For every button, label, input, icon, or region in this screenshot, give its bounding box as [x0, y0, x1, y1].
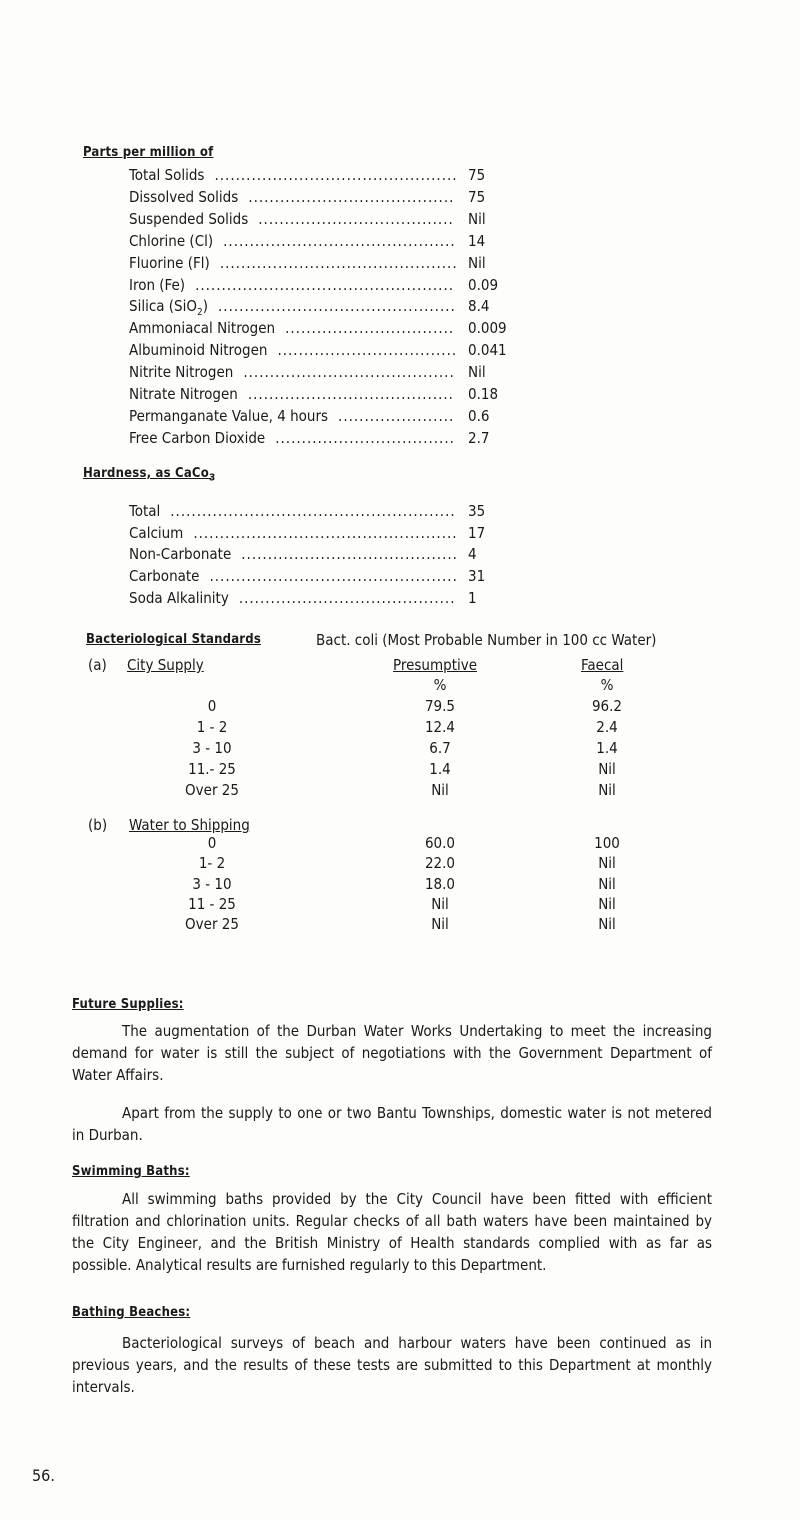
future-p1: The augmentation of the Durban Water Works Undertaking to meet the increasing demand for water is still the subject of negotiations with the Government Department of Water Affairs.	[72, 1022, 712, 1084]
hardness-label: Non-Carbonate	[129, 545, 232, 564]
parts-header: Parts per million of	[83, 145, 214, 160]
bact-presumptive-cell: 22.0	[424, 854, 456, 873]
bact-range-cell: Over 25	[185, 915, 239, 934]
future-header: Future Supplies:	[72, 997, 184, 1012]
parts-label: Free Carbon Dioxide	[129, 428, 266, 447]
parts-label: Dissolved Solids	[129, 187, 239, 206]
parts-value: Nil	[468, 209, 486, 228]
pct-faecal: %	[600, 676, 614, 694]
hardness-row	[0, 567, 800, 587]
bact-range-cell: 0	[207, 697, 217, 715]
page-number: 56.	[32, 1466, 55, 1485]
parts-label: Suspended Solids	[129, 209, 249, 228]
bact-faecal-cell: Nil	[598, 894, 616, 913]
dot-leader: .........................................	[238, 588, 456, 607]
bact-a-label: (a)	[88, 656, 107, 674]
bathing-paragraph	[72, 1332, 712, 1398]
parts-label: Chlorine (Cl)	[129, 231, 214, 250]
bathing-p1: Bacteriological surveys of beach and harbour waters have been continued as in previous years, and the results of these tests are submitted to this Department at monthly intervals.	[72, 1334, 712, 1396]
bact-faecal-cell: 2.4	[596, 718, 618, 736]
hardness-label: Total	[129, 502, 161, 520]
bact-presumptive-cell: Nil	[431, 781, 449, 799]
hardness-row	[0, 589, 800, 609]
hardness-header-sub: 3	[208, 472, 216, 484]
parts-label: Iron (Fe)	[129, 275, 186, 294]
future-paragraphs	[72, 1020, 712, 1146]
bact-b-label: (b)	[88, 816, 108, 834]
parts-label: Fluorine (Fl)	[129, 253, 210, 272]
parts-row	[0, 385, 800, 405]
parts-row	[0, 210, 800, 230]
bact-range-cell: 3 - 10	[192, 739, 232, 757]
dot-leader: ........................................	[243, 363, 455, 382]
dot-leader: .........................................	[241, 545, 458, 564]
bact-range-cell: 11.- 25	[188, 760, 236, 778]
pct-presumptive: %	[433, 676, 447, 694]
bact-presumptive-cell: 6.7	[429, 739, 451, 757]
parts-label: Silica (SiO$_2$)	[129, 297, 209, 319]
parts-label: Albuminoid Nitrogen	[129, 341, 268, 360]
dot-leader: ..................................	[277, 341, 458, 360]
hardness-header	[83, 466, 215, 484]
bact-faecal-cell: Nil	[598, 915, 616, 934]
bact-presumptive-cell: 18.0	[424, 874, 456, 893]
bact-range-cell: 11 - 25	[188, 894, 236, 913]
parts-row	[0, 254, 800, 274]
parts-value: Nil	[468, 253, 486, 272]
parts-row	[0, 341, 800, 361]
parts-row	[0, 363, 800, 383]
hardness-value: 31	[468, 567, 486, 586]
parts-label: Ammoniacal Nitrogen	[129, 319, 276, 338]
dot-leader: ................................	[285, 319, 455, 338]
bact-presumptive-cell: 79.5	[424, 697, 456, 715]
bact-presumptive-cell: 60.0	[424, 834, 456, 852]
swimming-p1: All swimming baths provided by the City Council have been fitted with efficient filtration and chlorination units. Regular checks of all bath waters have been maintained by the City Engineer, and the British Ministry of Health standards complied with as far as possible. Analytical results are furnished regularly to this Department.	[72, 1190, 712, 1274]
parts-value: 0.18	[468, 385, 499, 403]
dot-leader: .................................................	[195, 275, 455, 294]
dot-leader: ..................................	[275, 428, 455, 447]
dot-leader: ......................................................	[170, 502, 456, 520]
bact-title: Bact. coli (Most Probable Number in 100 cc Water)	[316, 631, 657, 649]
parts-value: 75	[468, 166, 486, 184]
bact-faecal-cell: Nil	[598, 781, 616, 799]
hardness-value: 1	[468, 588, 477, 607]
parts-row	[0, 297, 800, 317]
bact-faecal-cell: Nil	[598, 854, 616, 873]
bact-faecal-cell: 100	[594, 834, 620, 852]
hardness-value: 4	[468, 545, 477, 564]
col-faecal: Faecal	[581, 656, 624, 674]
dot-leader: ......................	[338, 406, 455, 425]
parts-value: 75	[468, 187, 486, 206]
bathing-header: Bathing Beaches:	[72, 1305, 191, 1320]
hardness-label: Calcium	[129, 523, 184, 542]
parts-value: 8.4	[468, 297, 490, 316]
dot-leader: .......................................	[248, 187, 455, 206]
parts-value: 0.041	[468, 341, 507, 360]
parts-value: 0.09	[468, 275, 499, 294]
parts-row	[0, 232, 800, 252]
hardness-row	[0, 545, 800, 565]
parts-value: 0.6	[468, 406, 490, 425]
parts-value: 0.009	[468, 319, 507, 338]
dot-leader: ..............................................	[214, 166, 458, 184]
bact-header: Bacteriological Standards	[86, 632, 261, 647]
parts-row	[0, 188, 800, 208]
dot-leader: ..................................................	[193, 523, 458, 542]
dot-leader: .....................................	[258, 209, 454, 228]
parts-row	[0, 429, 800, 449]
parts-value: Nil	[468, 363, 486, 382]
col-presumptive: Presumptive	[393, 656, 478, 674]
bact-range-cell: 3 - 10	[192, 874, 232, 893]
hardness-value: 17	[468, 523, 486, 542]
bact-presumptive-cell: Nil	[431, 915, 449, 934]
hardness-row	[0, 524, 800, 544]
bact-range-cell: Over 25	[185, 781, 239, 799]
parts-label: Permanganate Value, 4 hours	[129, 406, 329, 425]
parts-value: 2.7	[468, 428, 490, 447]
dot-leader: .......................................	[247, 385, 454, 403]
swimming-header: Swimming Baths:	[72, 1164, 190, 1179]
hardness-row	[0, 502, 800, 522]
bact-presumptive-cell: Nil	[431, 894, 449, 913]
bact-faecal-cell: Nil	[598, 760, 616, 778]
parts-row	[0, 319, 800, 339]
bact-a-title: City Supply	[127, 656, 204, 674]
parts-label: Total Solids	[129, 166, 205, 184]
parts-label: Nitrite Nitrogen	[129, 363, 234, 382]
hardness-label: Soda Alkalinity	[129, 588, 229, 607]
parts-row	[0, 407, 800, 427]
hardness-label: Carbonate	[129, 567, 200, 586]
hardness-value: 35	[468, 502, 486, 520]
bact-range-cell: 1 - 2	[196, 718, 228, 736]
dot-leader: ...............................................	[209, 567, 458, 586]
parts-row	[0, 166, 800, 186]
hardness-header-text: Hardness, as CaCo	[83, 466, 209, 481]
bact-faecal-cell: 96.2	[591, 697, 623, 715]
bact-faecal-cell: 1.4	[596, 739, 618, 757]
bact-b-title: Water to Shipping	[129, 816, 250, 834]
dot-leader: ............................................	[223, 231, 456, 250]
dot-leader: .............................................	[218, 297, 456, 316]
bact-range-cell: 1- 2	[198, 854, 226, 873]
swimming-paragraph	[72, 1188, 712, 1276]
bact-presumptive-cell: 12.4	[424, 718, 456, 736]
parts-value: 14	[468, 231, 486, 250]
parts-row	[0, 276, 800, 296]
bact-faecal-cell: Nil	[598, 874, 616, 893]
bact-presumptive-cell: 1.4	[429, 760, 451, 778]
parts-label: Nitrate Nitrogen	[129, 385, 238, 403]
bact-range-cell: 0	[207, 834, 217, 852]
dot-leader: .............................................	[219, 253, 458, 272]
future-p2: Apart from the supply to one or two Bantu Townships, domestic water is not metered in Durban.	[72, 1104, 712, 1144]
